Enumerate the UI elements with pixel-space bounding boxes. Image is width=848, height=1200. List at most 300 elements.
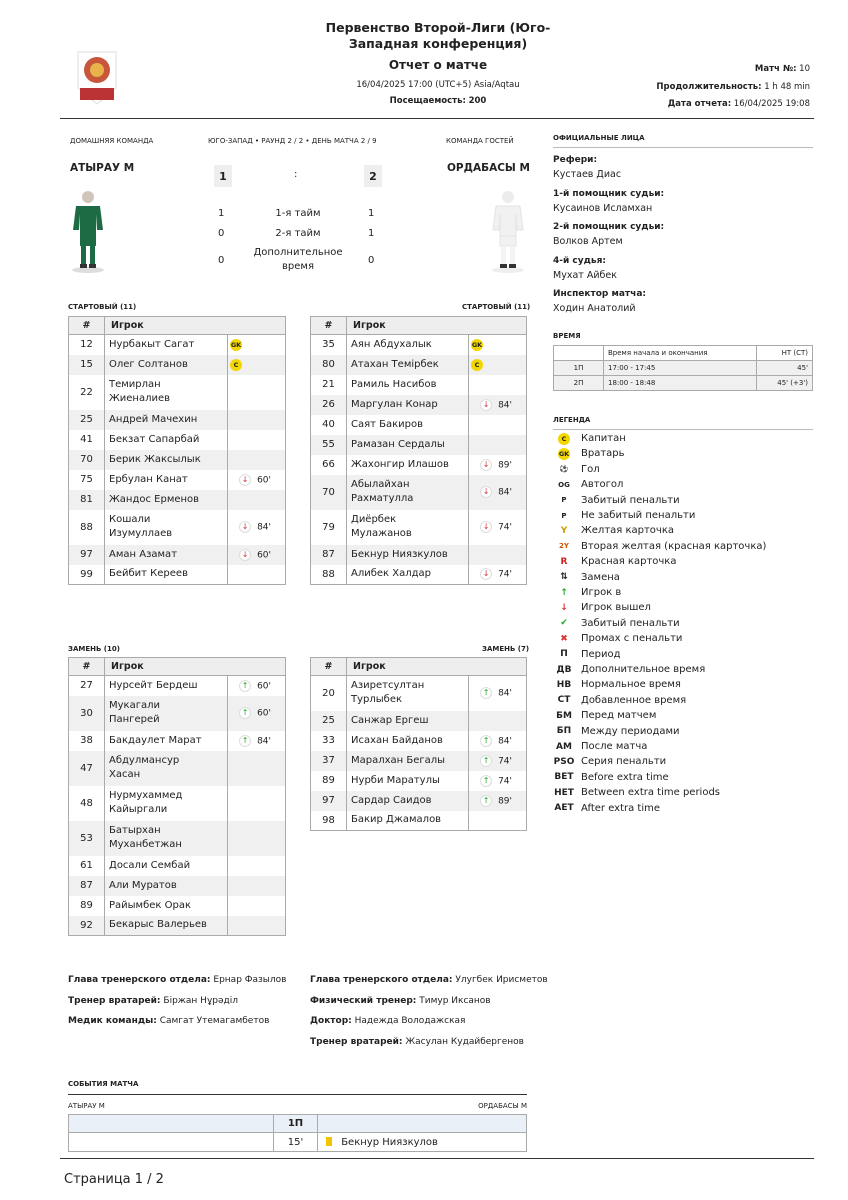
player-row xyxy=(69,510,286,545)
player-out-icon: ↓ xyxy=(239,474,251,486)
player-name-text: Олег Солтанов xyxy=(109,358,188,370)
footer-divider xyxy=(60,1158,814,1159)
time-ht: 45' xyxy=(756,361,812,376)
legend-item xyxy=(553,585,621,600)
substitution-minute: 60' xyxy=(257,475,271,485)
staff-role: Глава тренерского отдела: xyxy=(68,975,211,985)
legend-item xyxy=(553,523,674,538)
player-name-text: Ербулан Канат xyxy=(109,473,188,485)
player-name xyxy=(347,375,469,395)
player-number: 25 xyxy=(69,410,105,430)
player-event xyxy=(469,771,527,791)
player-name-text: Бакир Джамалов xyxy=(351,814,442,826)
report-title: Первенство Второй-Лиги (Юго-Западная конференция) xyxy=(325,20,551,51)
player-row xyxy=(311,545,527,565)
home-team-label: ДОМАШНЯЯ КОМАНДА xyxy=(70,137,154,145)
player-in-icon: ↑ xyxy=(560,587,568,598)
player-name xyxy=(105,565,228,585)
player-number: 70 xyxy=(311,475,347,510)
time-period: 1П xyxy=(554,361,604,376)
legend-item xyxy=(553,647,621,662)
player-event xyxy=(228,751,286,786)
player-in-icon: ↑ xyxy=(480,775,492,787)
legend-item xyxy=(553,693,686,708)
official-role: Рефери: xyxy=(553,155,598,165)
player-name-text: Маргулан Конар xyxy=(351,398,438,410)
legend-label: Игрок в xyxy=(581,587,622,598)
official-name: Мухат Айбек xyxy=(553,269,617,281)
player-row xyxy=(311,375,527,395)
substitution-minute: 60' xyxy=(257,681,271,692)
player-number: 87 xyxy=(311,545,347,565)
player-row xyxy=(311,355,527,375)
player-name-text: Нурби Маратулы xyxy=(351,774,440,786)
player-name xyxy=(347,565,469,585)
player-event xyxy=(469,565,527,585)
home-team-name: АТЫРАУ М xyxy=(70,162,135,174)
player-row xyxy=(69,335,286,355)
player-number: 81 xyxy=(69,490,105,510)
legend-label: Красная карточка xyxy=(581,556,677,568)
player-row xyxy=(311,335,527,355)
player-number: 99 xyxy=(69,565,105,585)
player-number: 26 xyxy=(311,395,347,415)
player-number: 92 xyxy=(69,916,105,936)
substitution-minute: 84' xyxy=(498,487,512,498)
away-score: 2 xyxy=(364,165,382,187)
player-number: 33 xyxy=(311,731,347,751)
player-event xyxy=(228,470,286,490)
before-extra-time-icon: BET xyxy=(554,772,574,783)
staff-member xyxy=(310,975,548,985)
legend-label: Автогол xyxy=(581,479,624,491)
player-event xyxy=(228,896,286,916)
player-row xyxy=(69,355,286,375)
player-name xyxy=(105,355,228,375)
player-name xyxy=(347,415,469,435)
player-row xyxy=(69,490,286,510)
player-number: 22 xyxy=(69,375,105,410)
events-away-header xyxy=(318,1115,527,1133)
player-out-icon: ↓ xyxy=(480,399,492,411)
staff-name: Тимур Иксанов xyxy=(419,995,491,1006)
player-name xyxy=(105,876,228,896)
yellow-card-icon: Y xyxy=(560,525,568,536)
own-goal-icon: OG xyxy=(558,480,570,489)
away-starting-table xyxy=(310,316,527,585)
player-name xyxy=(105,786,228,821)
player-name xyxy=(347,435,469,455)
legend-item xyxy=(553,493,680,508)
player-number: 12 xyxy=(69,335,105,355)
attendance: Посещаемость: 200 xyxy=(389,96,487,106)
legend-item xyxy=(553,446,625,461)
officials-divider xyxy=(553,147,813,148)
player-event xyxy=(228,355,286,375)
time-header-range: Время начала и окончания xyxy=(604,346,757,361)
player-name-text: Бакдаулет Марат xyxy=(109,734,202,746)
player-number: 88 xyxy=(69,510,105,545)
report-date: Дата отчета: 16/04/2025 19:08 xyxy=(667,99,810,109)
time-range: 17:00 - 17:45 xyxy=(604,361,757,376)
official-role: 4-й судья: xyxy=(553,255,606,266)
officials-title: ОФИЦИАЛЬНЫЕ ЛИЦА xyxy=(553,134,645,142)
player-in-icon: ↑ xyxy=(480,735,492,747)
home-kit-icon xyxy=(70,190,106,278)
player-event xyxy=(228,676,286,696)
staff-name: Біржан Нұрәділ xyxy=(163,995,238,1006)
time-table xyxy=(553,345,813,391)
player-event xyxy=(469,435,527,455)
player-number: 53 xyxy=(69,821,105,856)
player-out-icon: ↓ xyxy=(239,549,251,561)
player-name xyxy=(105,450,228,470)
player-name xyxy=(347,510,469,545)
legend-label: Забитый пенальти xyxy=(581,617,680,629)
legend-label: Before extra time xyxy=(581,771,669,783)
legend-label: After extra time xyxy=(581,802,661,814)
player-row xyxy=(69,410,286,430)
staff-member xyxy=(310,1016,465,1026)
player-name-text: Жахонгир Илашов xyxy=(351,458,449,470)
player-row xyxy=(69,896,286,916)
player-event xyxy=(228,410,286,430)
substitution-minute: 74' xyxy=(498,756,512,766)
player-event xyxy=(469,791,527,811)
events-period: 1П xyxy=(274,1115,318,1133)
substitution-icon: ⇅ xyxy=(560,572,568,583)
goalkeeper-icon: GK xyxy=(471,340,483,349)
substitution-minute: 84' xyxy=(498,400,512,410)
second-yellow-icon: 2Y xyxy=(559,542,569,551)
player-number: 40 xyxy=(311,415,347,435)
player-name-text: Кошали Изумуллаев xyxy=(109,514,173,539)
away-starting-title: СТАРТОВЫЙ (11) xyxy=(462,303,531,311)
legend-item xyxy=(553,770,669,785)
player-out-icon: ↓ xyxy=(480,521,492,533)
events-home-team: АТЫРАУ М xyxy=(68,1102,105,1110)
player-number: 25 xyxy=(311,711,347,731)
legend-label: Серия пенальти xyxy=(581,756,667,768)
legend-divider xyxy=(553,429,813,430)
player-name-text: Бейбит Кереев xyxy=(109,568,188,580)
player-event xyxy=(228,821,286,856)
player-number: 97 xyxy=(69,545,105,565)
legend-item xyxy=(553,570,620,585)
staff-role: Тренер вратарей: xyxy=(68,995,161,1006)
time-range: 18:00 - 18:48 xyxy=(604,376,757,391)
staff-role: Физический тренер: xyxy=(310,995,417,1006)
captain-icon: C xyxy=(471,359,483,371)
player-name xyxy=(105,856,228,876)
player-name-text: Темирлан Жиеналиев xyxy=(109,379,171,404)
player-event xyxy=(228,696,286,731)
player-event xyxy=(228,375,286,410)
legend-label: Between extra time periods xyxy=(581,787,721,799)
player-number: 41 xyxy=(69,430,105,450)
player-name-text: Санжар Ергеш xyxy=(351,714,429,726)
normal-time-icon: НВ xyxy=(556,679,572,690)
home-subs-table xyxy=(68,657,286,936)
captain-icon: C xyxy=(230,359,242,371)
staff-name: Улугбек Ирисметов xyxy=(455,975,548,985)
goalkeeper-icon: GK xyxy=(230,340,242,349)
player-name xyxy=(347,791,469,811)
player-number: 89 xyxy=(69,896,105,916)
report-subtitle: Отчет о матче xyxy=(388,58,488,72)
player-row xyxy=(69,731,286,751)
home-score: 1 xyxy=(214,165,232,187)
staff-member xyxy=(68,996,238,1006)
player-number: 55 xyxy=(311,435,347,455)
player-number: 15 xyxy=(69,355,105,375)
player-name-text: Атахан Темірбек xyxy=(351,358,439,370)
player-row xyxy=(69,786,286,821)
player-event xyxy=(228,430,286,450)
staff-name: Самгат Утемагамбетов xyxy=(159,1016,270,1026)
player-number: 20 xyxy=(311,676,347,711)
time-header-blank xyxy=(554,346,604,361)
player-row xyxy=(311,771,527,791)
match-duration: Продолжительность: 1 h 48 min xyxy=(656,82,810,92)
player-event xyxy=(469,731,527,751)
cross-icon: ✖ xyxy=(560,633,568,644)
legend-item xyxy=(553,724,680,739)
penalty-shootout-icon: PSO xyxy=(553,756,575,767)
legend-item xyxy=(553,431,626,446)
legend-label: Дополнительное время xyxy=(581,664,706,675)
away-subs-table xyxy=(310,657,527,831)
player-number: 48 xyxy=(69,786,105,821)
player-row xyxy=(311,435,527,455)
player-name-text: Бекнур Ниязкулов xyxy=(351,548,448,560)
player-row xyxy=(311,731,527,751)
player-event xyxy=(469,711,527,731)
player-in-icon: ↑ xyxy=(239,735,251,747)
event-minute: 15' xyxy=(274,1133,318,1152)
player-event xyxy=(469,676,527,711)
player-number: 21 xyxy=(311,375,347,395)
player-out-icon: ↓ xyxy=(480,486,492,498)
away-kit-icon xyxy=(490,190,526,278)
substitution-minute: 84' xyxy=(498,688,512,699)
legend-label: После матча xyxy=(581,741,648,752)
player-out-icon: ↓ xyxy=(480,459,492,471)
player-name xyxy=(347,751,469,771)
player-event xyxy=(228,731,286,751)
player-number: 75 xyxy=(69,470,105,490)
player-name-text: Рамазан Сердалы xyxy=(351,438,445,450)
player-row xyxy=(69,676,286,696)
player-event xyxy=(228,856,286,876)
player-name xyxy=(105,510,228,545)
player-name xyxy=(105,375,228,410)
player-name-text: Сардар Саидов xyxy=(351,794,432,806)
col-player-header: Игрок xyxy=(105,658,286,676)
between-periods-icon: БП xyxy=(556,726,572,737)
player-row xyxy=(311,791,527,811)
legend-item xyxy=(553,616,680,631)
player-event xyxy=(469,335,527,355)
player-number: 30 xyxy=(69,696,105,731)
player-number: 80 xyxy=(311,355,347,375)
period-row-extra: 0 Дополнительное время 0 xyxy=(218,247,375,272)
substitution-minute: 60' xyxy=(257,550,271,560)
legend-label: Капитан xyxy=(581,433,626,444)
player-row xyxy=(311,395,527,415)
legend-label: Не забитый пенальти xyxy=(581,510,696,521)
event-player: Бекнур Ниязкулов xyxy=(341,1136,438,1148)
player-name-text: Азиретсултан Турлыбек xyxy=(351,680,425,706)
official-role: 2-й помощник судьи: xyxy=(553,222,665,232)
legend-item xyxy=(553,554,676,569)
player-name xyxy=(105,410,228,430)
player-name xyxy=(105,731,228,751)
substitution-minute: 74' xyxy=(498,776,512,786)
col-number-header: # xyxy=(69,317,105,335)
legend-label: Замена xyxy=(581,571,620,583)
player-name-text: Андрей Мачехин xyxy=(109,413,198,425)
player-out-icon: ↓ xyxy=(239,521,251,533)
player-name xyxy=(347,676,469,711)
player-row xyxy=(69,565,286,585)
substitution-minute: 89' xyxy=(498,796,512,806)
player-event xyxy=(228,786,286,821)
staff-role: Тренер вратарей: xyxy=(310,1036,403,1047)
player-name xyxy=(347,455,469,475)
red-card-icon: R xyxy=(560,556,568,567)
player-event xyxy=(469,811,527,831)
player-name-text: Диёрбек Мулажанов xyxy=(351,514,412,539)
added-time-icon: СТ xyxy=(557,695,571,706)
missed-penalty-icon: P xyxy=(561,511,567,520)
player-name-text: Бекзат Сапарбай xyxy=(109,433,200,445)
player-name xyxy=(105,470,228,490)
legend-label: Перед матчем xyxy=(581,710,657,722)
col-player-header: Игрок xyxy=(105,317,286,335)
player-name-text: Досали Сембай xyxy=(109,859,191,871)
legend-title: ЛЕГЕНДА xyxy=(553,416,591,424)
legend-label: Вторая желтая (красная карточка) xyxy=(581,540,767,552)
between-extra-time-icon: HET xyxy=(554,787,574,798)
legend-label: Период xyxy=(581,648,621,660)
events-title: СОБЫТИЯ МАТЧА xyxy=(68,1080,139,1088)
substitution-minute: 60' xyxy=(257,708,271,719)
player-number: 37 xyxy=(311,751,347,771)
player-name-text: Абдулмансур Хасан xyxy=(109,755,180,780)
player-in-icon: ↑ xyxy=(480,795,492,807)
player-in-icon: ↑ xyxy=(480,687,492,699)
official-name: Волков Артем xyxy=(553,236,623,247)
player-name xyxy=(347,711,469,731)
player-number: 38 xyxy=(69,731,105,751)
player-name xyxy=(347,731,469,751)
player-row xyxy=(311,475,527,510)
legend-label: Добавленное время xyxy=(581,694,687,706)
substitution-minute: 74' xyxy=(498,569,512,580)
player-name-text: Мукагали Пангерей xyxy=(109,700,160,725)
player-number: 79 xyxy=(311,510,347,545)
official-role: Инспектор матча: xyxy=(553,289,646,299)
player-name-text: Алибек Халдар xyxy=(351,568,432,580)
col-player-header: Игрок xyxy=(347,317,527,335)
substitution-minute: 74' xyxy=(498,522,512,533)
legend-item xyxy=(553,662,705,677)
legend-item xyxy=(553,462,600,477)
player-number: 70 xyxy=(69,450,105,470)
staff-member xyxy=(68,1016,269,1026)
player-event xyxy=(469,510,527,545)
home-subs-title: ЗАМЕНЬ (10) xyxy=(68,645,120,653)
player-row xyxy=(311,751,527,771)
player-name xyxy=(105,545,228,565)
player-event xyxy=(228,545,286,565)
player-row xyxy=(69,696,286,731)
player-name xyxy=(347,355,469,375)
staff-name: Ернар Фазылов xyxy=(213,975,287,985)
player-row xyxy=(311,455,527,475)
score-separator: : xyxy=(294,169,298,180)
legend-item xyxy=(553,631,682,646)
player-number: 89 xyxy=(311,771,347,791)
home-starting-title: СТАРТОВЫЙ (11) xyxy=(68,303,137,311)
before-match-icon: БМ xyxy=(556,710,572,721)
staff-name: Надежда Володажская xyxy=(354,1016,466,1026)
player-number: 97 xyxy=(311,791,347,811)
substitution-minute: 84' xyxy=(257,522,271,533)
events-home-header xyxy=(69,1115,274,1133)
legend-item xyxy=(553,754,666,769)
league-logo xyxy=(74,50,120,110)
legend-label: Между периодами xyxy=(581,725,680,737)
time-title: ВРЕМЯ xyxy=(553,332,581,340)
player-name xyxy=(105,916,228,936)
player-row xyxy=(311,415,527,435)
player-name xyxy=(105,676,228,696)
goalkeeper-icon: GK xyxy=(558,449,570,458)
player-number: 47 xyxy=(69,751,105,786)
time-period: 2П xyxy=(554,376,604,391)
legend-label: Желтая карточка xyxy=(581,525,674,537)
player-name xyxy=(347,811,469,831)
legend-item xyxy=(553,677,681,692)
legend-label: Игрок вышел xyxy=(581,602,651,614)
player-event xyxy=(469,395,527,415)
substitution-minute: 84' xyxy=(498,736,512,746)
events-away-team: ОРДАБАСЫ М xyxy=(478,1102,527,1110)
player-event xyxy=(469,455,527,475)
player-name xyxy=(105,430,228,450)
player-row xyxy=(69,470,286,490)
player-event xyxy=(228,335,286,355)
player-name-text: Маралхан Бегалы xyxy=(351,754,446,766)
events-divider xyxy=(68,1094,527,1095)
legend-item xyxy=(553,508,695,523)
player-name-text: Рамиль Насибов xyxy=(351,378,437,390)
player-name-text: Аман Азамат xyxy=(109,548,178,560)
captain-icon: C xyxy=(558,433,570,445)
player-name-text: Нурбакыт Сагат xyxy=(109,338,195,350)
player-name-text: Исахан Байданов xyxy=(351,734,443,746)
legend-label: Вратарь xyxy=(581,448,625,460)
player-row xyxy=(69,751,286,786)
col-number-header: # xyxy=(311,658,347,676)
after-extra-time-icon: AET xyxy=(554,803,574,814)
player-name xyxy=(105,490,228,510)
player-number: 87 xyxy=(69,876,105,896)
player-row xyxy=(69,821,286,856)
legend-item xyxy=(553,739,647,754)
